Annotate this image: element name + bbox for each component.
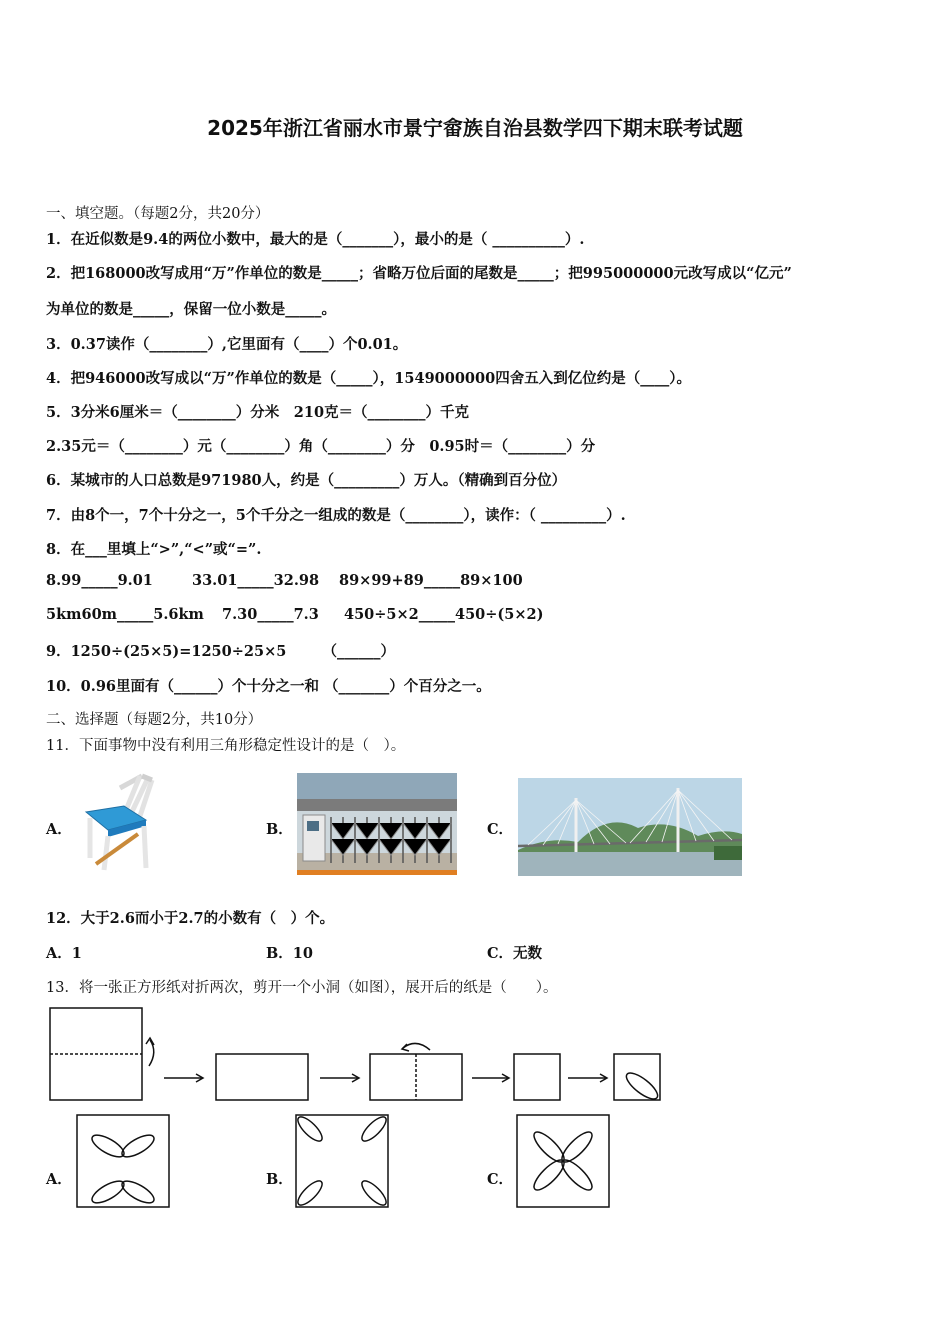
question-6: 6．某城市的人口总数是971980人，约是（_________）万人。（精确到百分位） (46, 472, 567, 489)
question-8: 8．在___里填上“>”,“<”或“=”. (46, 541, 262, 558)
section-2-heading: 二、选择题（每题2分，共10分） (46, 712, 263, 728)
question-3: 3．0.37读作（________）,它里面有（____）个0.01。 (46, 336, 408, 353)
cable-bridge-picture (518, 778, 742, 876)
compare-item: 5km60m_____5.6km (46, 606, 204, 623)
question-7: 7．由8个一，7个十分之一，5个千分之一组成的数是（________），读作：（ _________）. (46, 507, 626, 524)
unfolded-paper-option-b (295, 1114, 391, 1210)
question-2-line-1: 2．把168000改写成用“万”作单位的数是_____；省略万位后面的尾数是_____；把995000000元改写成以“亿元” (46, 265, 792, 282)
question-1: 1．在近似数是9.4的两位小数中，最大的是（_______），最小的是（ __________）. (46, 231, 585, 248)
option-b: B．10 (266, 945, 313, 962)
option-a-label: A． (46, 821, 72, 838)
folding-gate-picture (297, 773, 457, 875)
compare-item: 8.99_____9.01 (46, 572, 153, 589)
question-12: 12．大于2.6而小于2.7的小数有（ ）个。 (46, 910, 335, 927)
question-5-line-1: 5．3分米6厘米＝（________）分米 210克＝（________）千克 (46, 404, 470, 421)
unfolded-paper-option-a (76, 1114, 172, 1210)
paper-folding-diagram (46, 1004, 686, 1108)
question-4: 4．把946000改写成以“万”作单位的数是（_____），1549000000四舍五入到亿位约是（____）。 (46, 370, 691, 387)
option-a-label: A． (46, 1171, 72, 1188)
question-2-line-2: 为单位的数是_____，保留一位小数是_____。 (46, 301, 336, 318)
option-b-label: B． (266, 1171, 293, 1188)
option-c-label: C． (487, 821, 514, 838)
option-a: A．1 (46, 945, 82, 962)
question-10: 10．0.96里面有（______）个十分之一和 （_______）个百分之一。 (46, 678, 491, 695)
option-c-label: C． (487, 1171, 514, 1188)
unfolded-paper-option-c (516, 1114, 612, 1210)
section-1-heading: 一、填空题。（每题2分，共20分） (46, 206, 270, 222)
option-c: C．无数 (487, 945, 543, 962)
option-b-label: B． (266, 821, 293, 838)
question-11: 11．下面事物中没有利用三角形稳定性设计的是（ ）。 (46, 738, 406, 754)
compare-item: 450÷5×2_____450÷(5×2) (344, 606, 544, 623)
compare-item: 89×99+89_____89×100 (339, 572, 523, 589)
compare-item: 7.30_____7.3 (222, 606, 319, 623)
question-5-line-2: 2.35元＝（________）元（________）角（________）分 0.95时＝（________）分 (46, 438, 596, 455)
page-title: 2025年浙江省丽水市景宁畲族自治县数学四下期末联考试题 (207, 116, 743, 140)
chair-picture (80, 770, 156, 874)
question-9: 9．1250÷(25×5)=1250÷25×5 （______） (46, 643, 396, 660)
question-13: 13．将一张正方形纸对折两次，剪开一个小洞（如图），展开后的纸是（ ）。 (46, 980, 558, 996)
compare-item: 33.01_____32.98 (192, 572, 320, 589)
